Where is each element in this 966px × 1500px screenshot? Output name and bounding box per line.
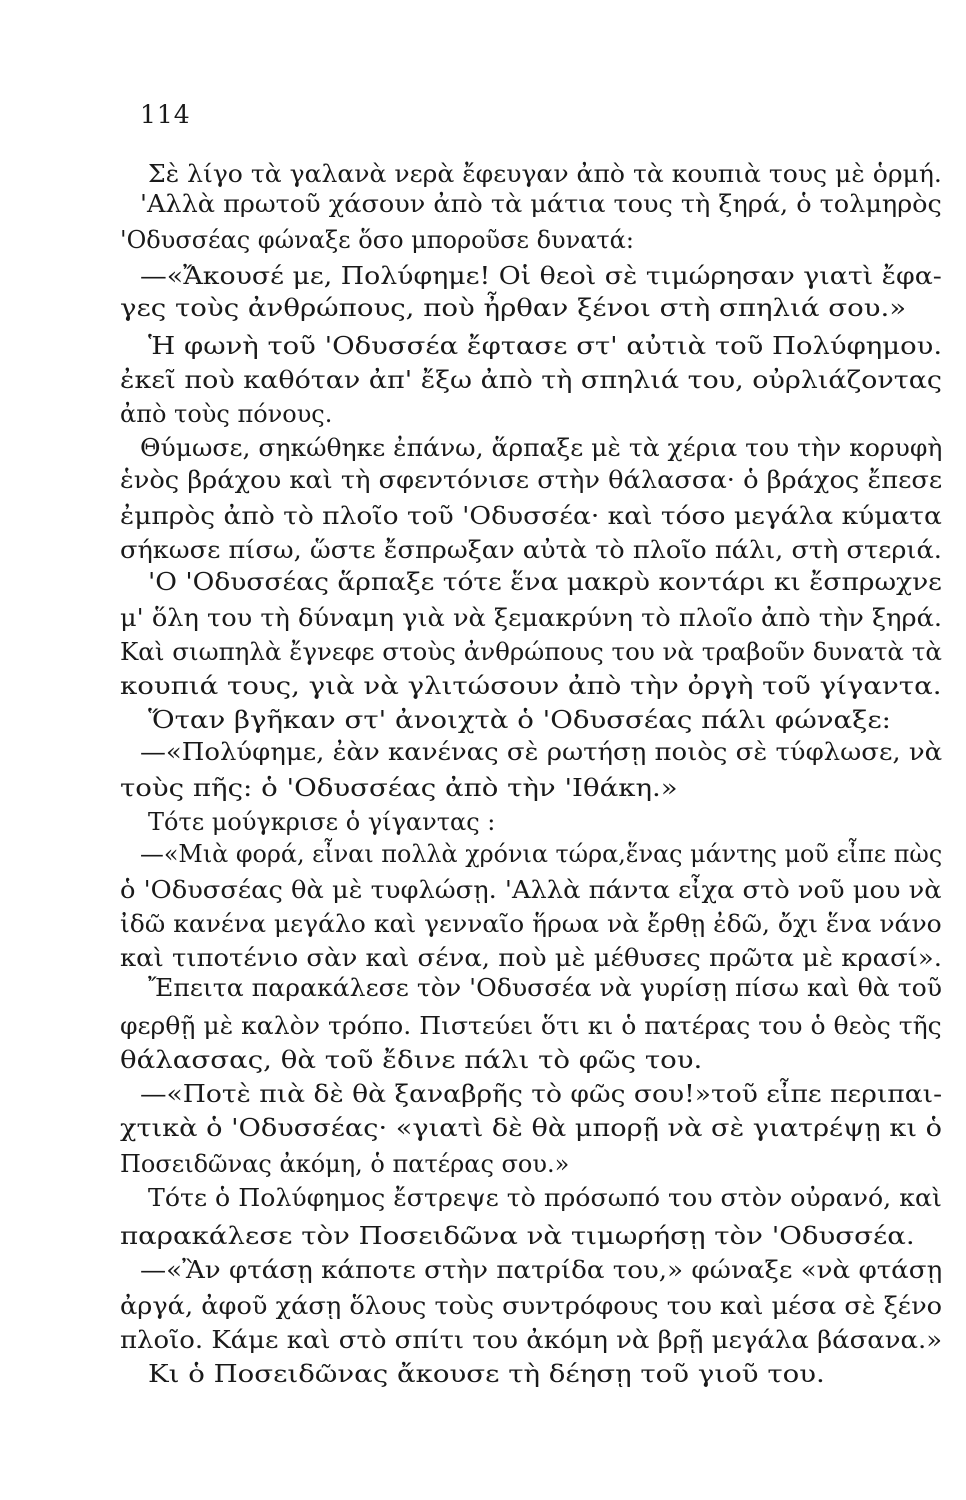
text-line: ἐμπρὸς ἀπὸ τὸ πλοῖο τοῦ 'Οδυσσέα· καὶ τόσο μεγάλα κύματα [120, 502, 942, 530]
text-line: —«Ἄκουσέ με, Πολύφημε! Οἱ θεοὶ σὲ τιμώρησαν γιατὶ ἔφα- [140, 262, 942, 290]
text-line: θάλασσας, θὰ τοῦ ἔδινε πάλι τὸ φῶς του. [120, 1046, 703, 1074]
text-line: γες τοὺς ἀνθρώπους, ποὺ ἦρθαν ξένοι στὴ σπηλιά σου.» [120, 294, 907, 322]
text-line: —«Ἂν φτάσῃ κάποτε στὴν πατρίδα του,» φώναξε «νὰ φτάσῃ [140, 1256, 943, 1284]
text-line: Ὅταν βγῆκαν στ' ἀνοιχτὰ ὁ 'Οδυσσέας πάλι φώναξε: [148, 706, 891, 734]
text-line: Σὲ λίγο τὰ γαλανὰ νερὰ ἔφευγαν ἀπὸ τὰ κουπιὰ τους μὲ ὁρμή. [148, 160, 942, 188]
text-line: χτικὰ ὁ 'Οδυσσέας· «γιατὶ δὲ θὰ μπορῇ νὰ σὲ γιατρέψῃ κι ὁ [120, 1114, 942, 1142]
text-line: σήκωσε πίσω, ὥστε ἔσπρωξαν αὐτὰ τὸ πλοῖο πάλι, στὴ στεριά. [120, 536, 942, 564]
text-line: Θύμωσε, σηκώθηκε ἐπάνω, ἅρπαξε μὲ τὰ χέρια του τὴν κορυφὴ [140, 434, 943, 462]
text-line: 'Οδυσσέας φώναξε ὅσο μποροῦσε δυνατά: [120, 226, 634, 254]
page-number: 114 [140, 100, 191, 129]
text-line: Ἔπειτα παρακάλεσε τὸν 'Οδυσσέα νὰ γυρίσῃ πίσω καὶ θὰ τοῦ [148, 974, 943, 1002]
text-line: καὶ τιποτένιο σὰν καὶ σένα, ποὺ μὲ μέθυσες πρῶτα μὲ κρασί». [120, 944, 942, 972]
text-line: μ' ὅλη του τὴ δύναμη γιὰ νὰ ξεμακρύνη τὸ πλοῖο ἀπὸ τὴν ξηρά. [120, 604, 943, 632]
text-line: Κι ὁ Ποσειδῶνας ἄκουσε τὴ δέησῃ τοῦ γιοῦ του. [148, 1360, 825, 1388]
text-line: Τότε μούγκρισε ὁ γίγαντας : [148, 808, 496, 836]
text-line: 'Αλλὰ πρωτοῦ χάσουν ἀπὸ τὰ μάτια τους τὴ ξηρά, ὁ τολμηρὸς [140, 190, 942, 218]
text-line: Ποσειδῶνας ἀκόμη, ὁ πατέρας σου.» [120, 1150, 570, 1178]
text-line: ἐκεῖ ποὺ καθόταν ἀπ' ἔξω ἀπὸ τὴ σπηλιά του, οὐρλιάζοντας [120, 366, 943, 394]
text-line: Τότε ὁ Πολύφημος ἔστρεψε τὸ πρόσωπό του στὸν οὐρανό, καὶ [148, 1184, 942, 1212]
text-line: —«Μιὰ φορά, εἶναι πολλὰ χρόνια τώρα,ἕνας μάντης μοῦ εἶπε πὼς [140, 840, 943, 868]
text-line: 'Ο 'Οδυσσέας ἅρπαξε τότε ἕνα μακρὺ κοντάρι κι ἔσπρωχνε [148, 568, 942, 596]
text-line: —«Ποτὲ πιὰ δὲ θὰ ξαναβρῆς τὸ φῶς σου!»τοῦ εἶπε περιπαι- [140, 1080, 943, 1108]
text-line: —«Πολύφημε, ἐὰν κανένας σὲ ρωτήσῃ ποιὸς σὲ τύφλωσε, νὰ [140, 738, 943, 766]
text-line: Καὶ σιωπηλὰ ἔγνεφε στοὺς ἀνθρώπους του νὰ τραβοῦν δυνατὰ τὰ [120, 638, 942, 666]
text-line: ὁ 'Οδυσσέας θὰ μὲ τυφλώσῃ. 'Αλλὰ πάντα εἶχα στὸ νοῦ μου νὰ [120, 876, 942, 904]
text-line: ἀπὸ τοὺς πόνους. [120, 400, 333, 428]
text-line: παρακάλεσε τὸν Ποσειδῶνα νὰ τιμωρήσῃ τὸν 'Οδυσσέα. [120, 1222, 915, 1250]
text-line: τοὺς πῆς: ὁ 'Οδυσσέας ἀπὸ τὴν 'Ιθάκη.» [120, 774, 678, 802]
text-line: φερθῇ μὲ καλὸν τρόπο. Πιστεύει ὅτι κι ὁ πατέρας του ὁ θεὸς τῆς [120, 1012, 942, 1040]
text-line: κουπιά τους, γιὰ νὰ γλιτώσουν ἀπὸ τὴν ὀργὴ τοῦ γίγαντα. [120, 672, 942, 700]
text-line: ἑνὸς βράχου καὶ τὴ σφεντόνισε στὴν θάλασσα· ὁ βράχος ἔπεσε [120, 466, 943, 494]
text-line: πλοῖο. Κάμε καὶ στὸ σπίτι του ἀκόμη νὰ βρῇ μεγάλα βάσανα.» [120, 1326, 943, 1354]
text-line: ἀργά, ἀφοῦ χάσῃ ὅλους τοὺς συντρόφους του καὶ μέσα σὲ ξένο [120, 1292, 943, 1320]
text-line: ἰδῶ κανένα μεγάλο καὶ γενναῖο ἥρωα νὰ ἔρθῃ ἐδῶ, ὄχι ἕνα νάνο [120, 910, 942, 938]
text-line: Ἡ φωνὴ τοῦ 'Οδυσσέα ἔφτασε στ' αὐτιὰ τοῦ Πολύφημου. [148, 332, 943, 360]
